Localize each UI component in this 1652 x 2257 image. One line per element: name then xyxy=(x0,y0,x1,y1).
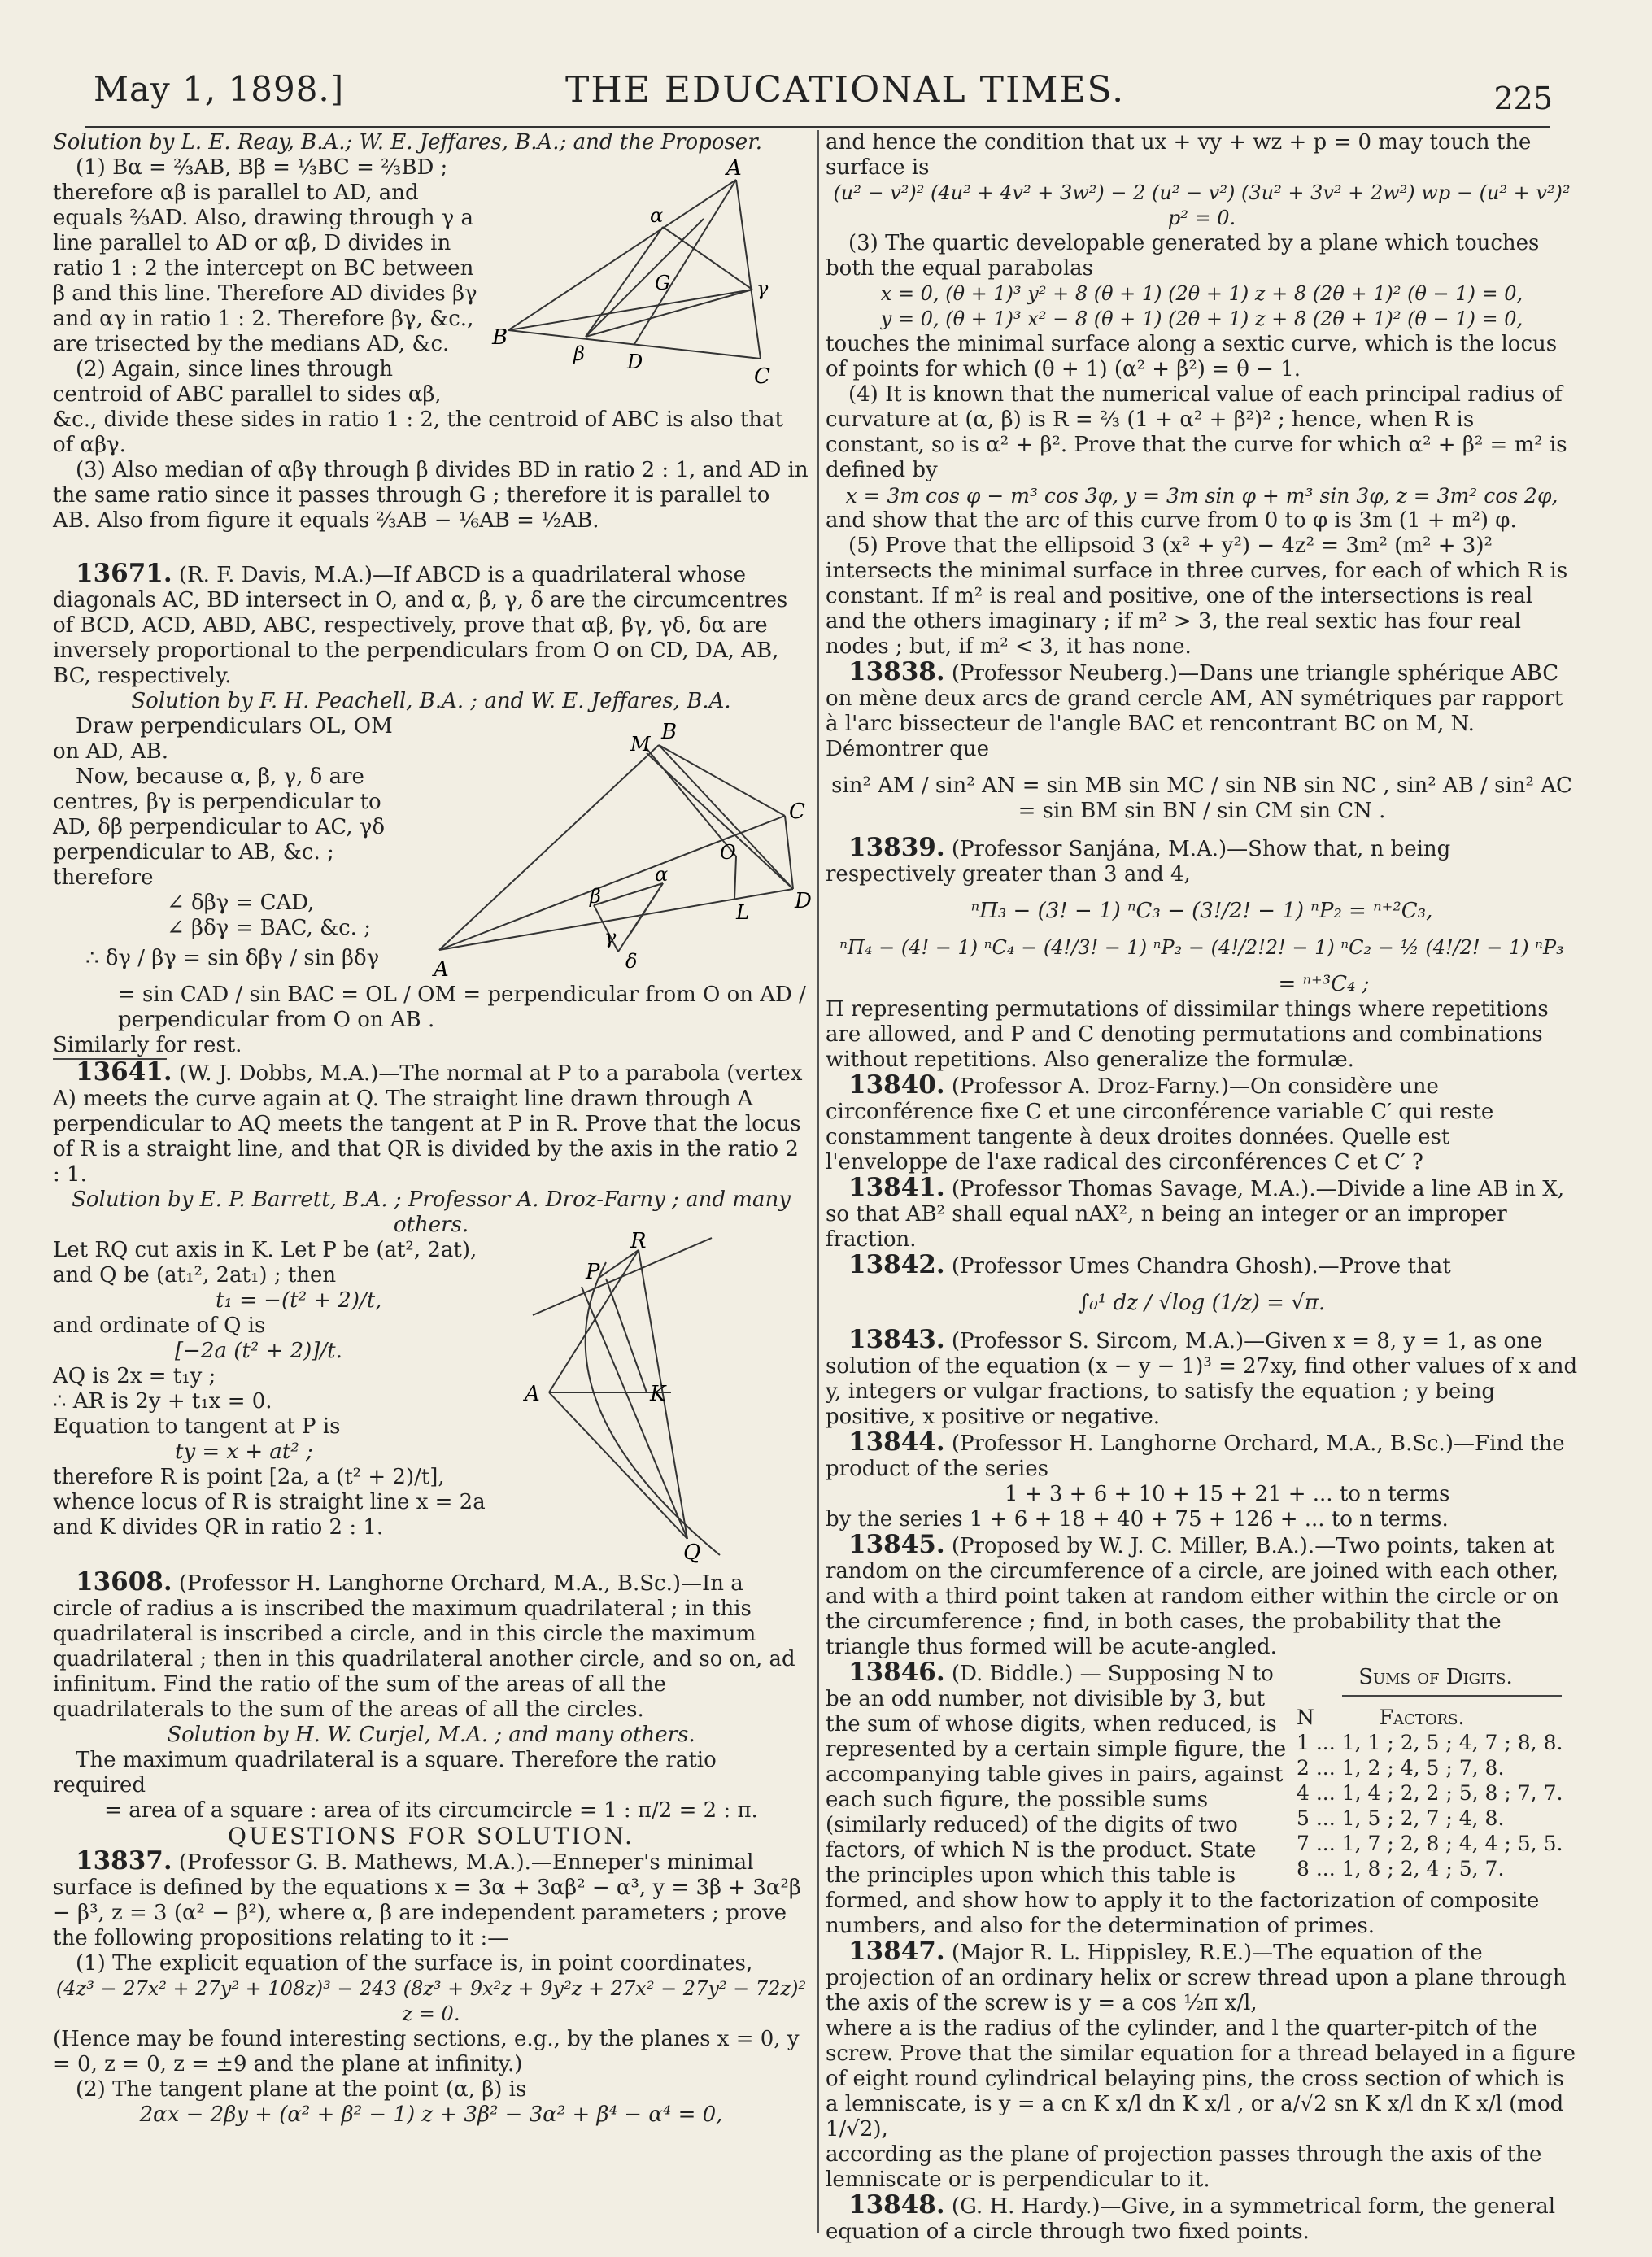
question-text: (Professor A. Droz-Farny.)—On considère une circonférence fixe C et une circonférence variable C′ qui reste constamment tangente à deux droites données. Quelle est l'enveloppe de l'axe radical des circonférences C et C′ ? xyxy=(826,1074,1494,1174)
table-cell-n: 8 ... xyxy=(1297,1857,1336,1880)
solution-paragraph: therefore R is point [2a, a (t² + 2)/t], whence locus of R is straight line x = 2a and K divides QR in ratio 2 : 1. xyxy=(53,1465,486,1540)
solution-equation: ∠ βδγ = BAC, &c. ; xyxy=(167,916,371,940)
table-brace xyxy=(1342,1695,1562,1701)
question-paragraph: and hence the condition that ux + vy + wz + p = 0 may touch the surface is xyxy=(826,130,1532,180)
table-row xyxy=(1293,1831,1566,1856)
solution-paragraph: Draw perpendiculars OL, OM on AD, AB. xyxy=(53,714,393,764)
question-number: 13840. xyxy=(848,1070,945,1100)
fig2-label-a: A xyxy=(434,957,449,982)
question-equation: sin² AM / sin² AN = sin MB sin MC / sin NB sin NC , sin² AB / sin² AC = sin BM sin BN / sin CM sin CN . xyxy=(831,773,1572,823)
fig2-label-alpha: α xyxy=(655,863,669,886)
table-cell-factors: 1, 5 ; 2, 7 ; 4, 8. xyxy=(1341,1806,1505,1830)
question-13837 xyxy=(53,1846,809,1951)
fig3-label-q: Q xyxy=(683,1540,701,1565)
figure-triangle-medians xyxy=(492,155,809,399)
question-number: 13843. xyxy=(848,1325,945,1354)
question-equation: = ⁿ⁺³C₄ ; xyxy=(1278,972,1370,996)
question-number: 13838. xyxy=(848,657,945,686)
question-text: (W. J. Dobbs, M.A.)—The normal at P to a parabola (vertex A) meets the curve again at Q. The straight line drawn through A perpendicular to AQ meets the tangent at P in R. Prove that the locus of R is a straight line, and that QR is divided by the axis in the ratio 2 : 1. xyxy=(53,1061,803,1187)
question-equation: 2αx − 2βy + (α² + β² − 1) z + 3β² − 3α² + β⁴ − α⁴ = 0, xyxy=(139,2102,723,2127)
solution-heading: Solution by H. W. Curjel, M.A. ; and many others. xyxy=(167,1723,695,1747)
question-text: (Professor Umes Chandra Ghosh).—Prove that xyxy=(951,1254,1451,1279)
question-equation: x = 3m cos φ − m³ cos 3φ, y = 3m sin φ + m³ sin 3φ, z = 3m² cos 2φ, xyxy=(845,484,1558,508)
question-text: (G. H. Hardy.)—Give, in a symmetrical form, the general equation of a circle through two fixed points. xyxy=(826,2194,1556,2244)
fig2-label-l: L xyxy=(736,901,749,924)
question-equation: y = 0, (θ + 1)³ x² − 8 (θ + 1) (2θ + 1) z + 8 (2θ + 1)² (θ − 1) = 0, xyxy=(880,307,1523,330)
question-text: (Professor Sanjána, M.A.)—Show that, n being respectively greater than 3 and 4, xyxy=(826,837,1451,887)
section-heading-questions: QUESTIONS FOR SOLUTION. xyxy=(228,1823,634,1850)
question-equation: ∫₀¹ dz / √log (1/z) = √π. xyxy=(1078,1291,1326,1315)
table-header-row xyxy=(1293,1705,1566,1730)
table-cell-n: 1 ... xyxy=(1297,1731,1336,1754)
solution-paragraph: ∴ AR is 2y + t₁x = 0. xyxy=(53,1389,272,1414)
question-paragraph: (1) The explicit equation of the surface is, in point coordinates, xyxy=(76,1951,753,1976)
question-paragraph: Π representing permutations of dissimilar things where repetitions are allowed, and P and C denoting permutations and combinations without repetitions. Also generalize the formulæ. xyxy=(826,997,1549,1072)
fig2-label-d: D xyxy=(795,889,812,913)
question-13641 xyxy=(53,1057,809,1187)
question-paragraph: (3) The quartic developable generated by a plane which touches both the equal parabolas xyxy=(826,231,1540,281)
solution-paragraph: AQ is 2x = t₁y ; xyxy=(53,1364,216,1388)
fig1-label-beta: β xyxy=(573,342,585,365)
question-paragraph: touches the minimal surface along a sextic curve, which is the locus of points for which (θ + 1) (α² + β²) = θ − 1. xyxy=(826,332,1558,381)
solution-heading: Solution by F. H. Peachell, B.A. ; and W. E. Jeffares, B.A. xyxy=(131,689,731,713)
fig2-label-c: C xyxy=(789,800,805,824)
figure-quadrilateral-circumcentres xyxy=(427,714,812,983)
table-row xyxy=(1293,1806,1566,1831)
table-cell-n: 5 ... xyxy=(1297,1806,1336,1830)
table-row xyxy=(1293,1856,1566,1881)
question-text: (Professor Neuberg.)—Dans une triangle sphérique ABC on mène deux arcs de grand cercle AM, AN symétriques par rapport à l'arc bissecteur de l'angle BAC et rencontrant BC on M, N. Démontrer que xyxy=(826,661,1563,761)
fig2-label-m: M xyxy=(630,733,651,756)
solution-paragraph: (1) Bα = ⅔AB, Bβ = ⅓BC = ⅔BD ; therefore αβ is parallel to AD, and equals ⅔AD. Also, drawing through γ a line parallel to AD or αβ, D divides in ratio 1 : 2 the intercept on BC between β and this line. Therefore AD divides βγ and αγ in ratio 1 : 2. Therefore βγ, &c., are trisected by the medians AD, &c. xyxy=(53,155,477,356)
question-equation: by the series 1 + 6 + 18 + 40 + 75 + 126 + ... to n terms. xyxy=(826,1507,1449,1532)
fig1-label-b: B xyxy=(492,325,508,350)
table-cell-factors: 1, 4 ; 2, 2 ; 5, 8 ; 7, 7. xyxy=(1341,1781,1563,1805)
figure-parabola-normal xyxy=(517,1229,809,1565)
question-text: (Professor S. Sircom, M.A.)—Given x = 8, y = 1, as one solution of the equation (x − y − 1)³ = 27xy, find other values of x and y, integers or vulgar fractions, to satisfy the equation ; y being positive, x positive or negative. xyxy=(826,1329,1578,1429)
table-cell-factors: 1, 2 ; 4, 5 ; 7, 8. xyxy=(1341,1756,1505,1780)
table-header-factors: Factors. xyxy=(1379,1706,1465,1729)
solution-equation: ∴ δγ / βγ = sin δβγ / sin βδγ xyxy=(85,946,380,970)
question-number: 13839. xyxy=(848,833,945,862)
fig1-label-a: A xyxy=(726,156,742,181)
question-13843 xyxy=(826,1327,1578,1430)
question-13842 xyxy=(826,1250,1578,1279)
question-text: (Professor G. B. Mathews, M.A.).—Enneper's minimal surface is defined by the equations x = 3α + 3αβ² − α³, y = 3β + 3α²β − β³, z = 3 (α² − β²), where α, β are independent parameters ; prove the following propositions relating to it :— xyxy=(53,1850,801,1950)
question-paragraph: and show that the arc of this curve from 0 to φ is 3m (1 + m²) φ. xyxy=(826,508,1517,533)
question-13844 xyxy=(826,1427,1578,1482)
question-equation: ⁿΠ₄ − (4! − 1) ⁿC₄ − (4!/3! − 1) ⁿP₂ − (4!/2!2! − 1) ⁿC₂ − ½ (4!/2! − 1) ⁿP₃ xyxy=(839,936,1564,959)
question-text: (Professor H. Langhorne Orchard, M.A., B.Sc.)—Find the product of the series xyxy=(826,1431,1565,1481)
question-number: 13845. xyxy=(848,1530,945,1559)
header-page-number: 225 xyxy=(1493,81,1553,116)
solution-paragraph: and ordinate of Q is xyxy=(53,1314,266,1338)
question-text: (D. Biddle.) — Supposing N to be an odd number, not divisible by 3, but the sum of whose digits, when reduced, is represented by a certain simple figure, the accompanying table gives in pairs, against each such figure, the possible sums (similarly reduced) of the digits of two factors, of which N is the product. State the principles upon which this table is formed, and show how to apply it to the factorization of composite numbers, and also for the determination of primes. xyxy=(826,1662,1540,1938)
question-equation: (4z³ − 27x² + 27y² + 108z)³ − 243 (8z³ + 9x²z + 9y²z + 27x² − 27y² − 72z)² z = 0. xyxy=(55,1977,807,2025)
table-cell-factors: 1, 7 ; 2, 8 ; 4, 4 ; 5, 5. xyxy=(1341,1832,1563,1855)
fig1-label-c: C xyxy=(754,364,770,389)
question-13841 xyxy=(826,1175,1578,1253)
solution-paragraph: Now, because α, β, γ, δ are centres, βγ is perpendicular to AD, δβ perpendicular to AC, γδ perpendicular to AB, &c. ; therefore xyxy=(53,765,386,890)
fig3-label-a: A xyxy=(525,1382,540,1406)
question-paragraph: (2) The tangent plane at the point (α, β) is xyxy=(76,2077,527,2102)
fig1-label-g: G xyxy=(655,272,671,294)
question-number: 13837. xyxy=(76,1846,172,1876)
question-13848 xyxy=(826,2190,1578,2245)
question-13847 xyxy=(826,1939,1578,2016)
question-number: 13846. xyxy=(848,1658,945,1687)
fig3-label-k: K xyxy=(650,1382,666,1406)
solution-equation: ty = x + at² ; xyxy=(175,1440,313,1464)
left-column xyxy=(53,130,812,2128)
question-number: 13841. xyxy=(848,1173,945,1202)
solution-paragraph: The maximum quadrilateral is a square. Therefore the ratio required xyxy=(53,1748,717,1797)
fig3-label-p: P xyxy=(586,1260,600,1284)
table-title: Sums of Digits. xyxy=(1358,1665,1513,1689)
table-cell-n: 2 ... xyxy=(1297,1756,1336,1780)
question-text: (Professor H. Langhorne Orchard, M.A., B.Sc.)—In a circle of radius a is inscribed the maximum quadrilateral ; in this quadrilateral is inscribed a circle, and in this circle the maximum quadrilateral ; then in this quadrilateral another circle, and so on, ad infinitum. Find the ratio of the sum of the areas of all the quadrilaterals to the sum of the areas of all the circles. xyxy=(53,1571,795,1722)
question-equation: (u² − v²)² (4u² + 4v² + 3w²) − 2 (u² − v²) (3u² + 3v² + 2w²) wp − (u² + v²)² p² = 0. xyxy=(833,181,1571,229)
fig2-label-b: B xyxy=(661,720,678,744)
table-row xyxy=(1293,1755,1566,1780)
question-equation: ⁿΠ₃ − (3! − 1) ⁿC₃ − (3!/2! − 1) ⁿP₂ = ⁿ⁺²C₃, xyxy=(970,899,1433,923)
solution-paragraph: Equation to tangent at P is xyxy=(53,1414,341,1439)
solution-heading: Solution by E. P. Barrett, B.A. ; Professor A. Droz-Farny ; and many others. xyxy=(72,1187,791,1237)
solution-paragraph: (3) Also median of αβγ through β divides BD in ratio 2 : 1, and AD in the same ratio since it passes through G ; therefore it is parallel to AB. Also from figure it equals ⅔AB − ⅙AB = ½AB. xyxy=(53,458,809,533)
solution-equation: ∠ δβγ = CAD, xyxy=(167,891,315,915)
table-row xyxy=(1293,1780,1566,1806)
table-header-n: N xyxy=(1297,1706,1314,1729)
solution-paragraph: (2) Again, since lines through centroid of ABC parallel to sides αβ, &c., divide these sides in ratio 1 : 2, the centroid of ABC is also that of αβγ. xyxy=(53,357,783,457)
header-date: May 1, 1898.] xyxy=(94,69,345,109)
table-cell-factors: 1, 8 ; 2, 4 ; 5, 7. xyxy=(1341,1857,1505,1880)
column-divider xyxy=(817,130,819,2233)
fig2-label-o: O xyxy=(720,841,736,864)
fig1-label-gamma: γ xyxy=(756,277,769,300)
question-text: (Proposed by W. J. C. Miller, B.A.).—Two points, taken at random on the circumference of a circle, are joined with each other, and with a third point taken at random either within the circle or on the circumference ; find, in both cases, the probability that the triangle thus formed will be acute-angled. xyxy=(826,1534,1559,1659)
solution-equation: = area of a square : area of its circumcircle = 1 : π/2 = 2 : π. xyxy=(104,1798,758,1823)
fig2-label-delta: δ xyxy=(625,950,638,973)
question-13838 xyxy=(826,657,1578,762)
table-cell-n: 4 ... xyxy=(1297,1781,1336,1805)
fig2-label-gamma: γ xyxy=(604,926,617,948)
question-13839 xyxy=(826,835,1578,887)
question-text: (Professor Thomas Savage, M.A.).—Divide a line AB in X, so that AB² shall equal nAX², n being an integer or an improper fraction. xyxy=(826,1177,1565,1252)
question-number: 13671. xyxy=(76,559,172,588)
question-13840 xyxy=(826,1070,1578,1175)
question-text: (R. F. Davis, M.A.)—If ABCD is a quadrilateral whose diagonals AC, BD intersect in O, and α, β, γ, δ are the circumcentres of BCD, ACD, ABD, ABC, respectively, prove that αβ, βγ, γδ, δα are inversely proportional to the perpendiculars from O on CD, DA, AB, BC, respectively. xyxy=(53,563,788,688)
question-number: 13844. xyxy=(848,1427,945,1457)
solution-equation: [−2a (t² + 2)]/t. xyxy=(175,1339,342,1363)
question-number: 13641. xyxy=(76,1057,172,1087)
question-equation: 1 + 3 + 6 + 10 + 15 + 21 + ... to n terms xyxy=(1005,1482,1450,1506)
solution-paragraph: Let RQ cut axis in K. Let P be (at², 2at), and Q be (at₁², 2at₁) ; then xyxy=(53,1238,477,1288)
header-title: THE EDUCATIONAL TIMES. xyxy=(565,69,1126,111)
question-equation: x = 0, (θ + 1)³ y² + 8 (θ + 1) (2θ + 1) z + 8 (2θ + 1)² (θ − 1) = 0, xyxy=(880,282,1523,305)
question-number: 13847. xyxy=(848,1937,945,1966)
question-paragraph: (4) It is known that the numerical value of each principal radius of curvature at (α, β) is R = ⅔ (1 + α² + β²)² ; hence, when R is constant, so is α² + β². Prove that the curve for which α² + β² = m² is defined by xyxy=(826,382,1567,482)
fig1-label-alpha: α xyxy=(650,204,664,227)
solution-equation: = sin CAD / sin BAC = OL / OM = perpendicular from O on AD / perpendicular from O on AB . xyxy=(118,983,806,1032)
question-number: 13608. xyxy=(76,1567,172,1597)
question-number: 13848. xyxy=(848,2190,945,2220)
solution-equation: t₁ = −(t² + 2)/t, xyxy=(216,1288,382,1313)
sums-of-digits-table-block xyxy=(1293,1665,1578,1881)
right-column xyxy=(826,130,1578,2245)
question-13608 xyxy=(53,1567,809,1723)
question-13845 xyxy=(826,1532,1578,1660)
question-paragraph: according as the plane of projection passes through the axis of the lemniscate or is perpendicular to it. xyxy=(826,2142,1542,2192)
page-header xyxy=(85,69,1553,128)
fig2-label-beta: β xyxy=(590,885,601,908)
solution-paragraph: Similarly for rest. xyxy=(53,1033,242,1057)
question-paragraph: (Hence may be found interesting sections, e.g., by the planes x = 0, y = 0, z = 0, z = ±9 and the plane at infinity.) xyxy=(53,2027,800,2076)
question-paragraph: (5) Prove that the ellipsoid 3 (x² + y²) − 4z² = 3m² (m² + 3)² intersects the minimal surface in three curves, for each of which R is constant. If m² is real and positive, one of the intersections is real and the others imaginary ; if m² > 3, the real sextic has four real nodes ; but, if m² < 3, it has none. xyxy=(826,534,1568,659)
question-number: 13842. xyxy=(848,1250,945,1279)
sums-of-digits-table xyxy=(1293,1705,1566,1881)
fig1-label-d: D xyxy=(627,351,643,373)
table-row xyxy=(1293,1730,1566,1755)
solution-heading: Solution by L. E. Reay, B.A.; W. E. Jeffares, B.A.; and the Proposer. xyxy=(53,130,763,155)
fig3-label-r: R xyxy=(630,1229,647,1253)
table-cell-n: 7 ... xyxy=(1297,1832,1336,1855)
question-paragraph: where a is the radius of the cylinder, and l the quarter-pitch of the screw. Prove that the similar equation for a thread belayed in a figure of eight round cylindrical belaying pins, the cross section of which is a lemniscate, is y = a cn K x/l dn K x/l , or a/√2 sn K x/l dn K x/l (mod 1/√2), xyxy=(826,2016,1576,2142)
table-cell-factors: 1, 1 ; 2, 5 ; 4, 7 ; 8, 8. xyxy=(1341,1731,1563,1754)
question-13671 xyxy=(53,561,809,689)
question-text: (Major R. L. Hippisley, R.E.)—The equation of the projection of an ordinary helix or screw thread upon a plane through the axis of the screw is y = a cos ½π x/l, xyxy=(826,1941,1567,2015)
